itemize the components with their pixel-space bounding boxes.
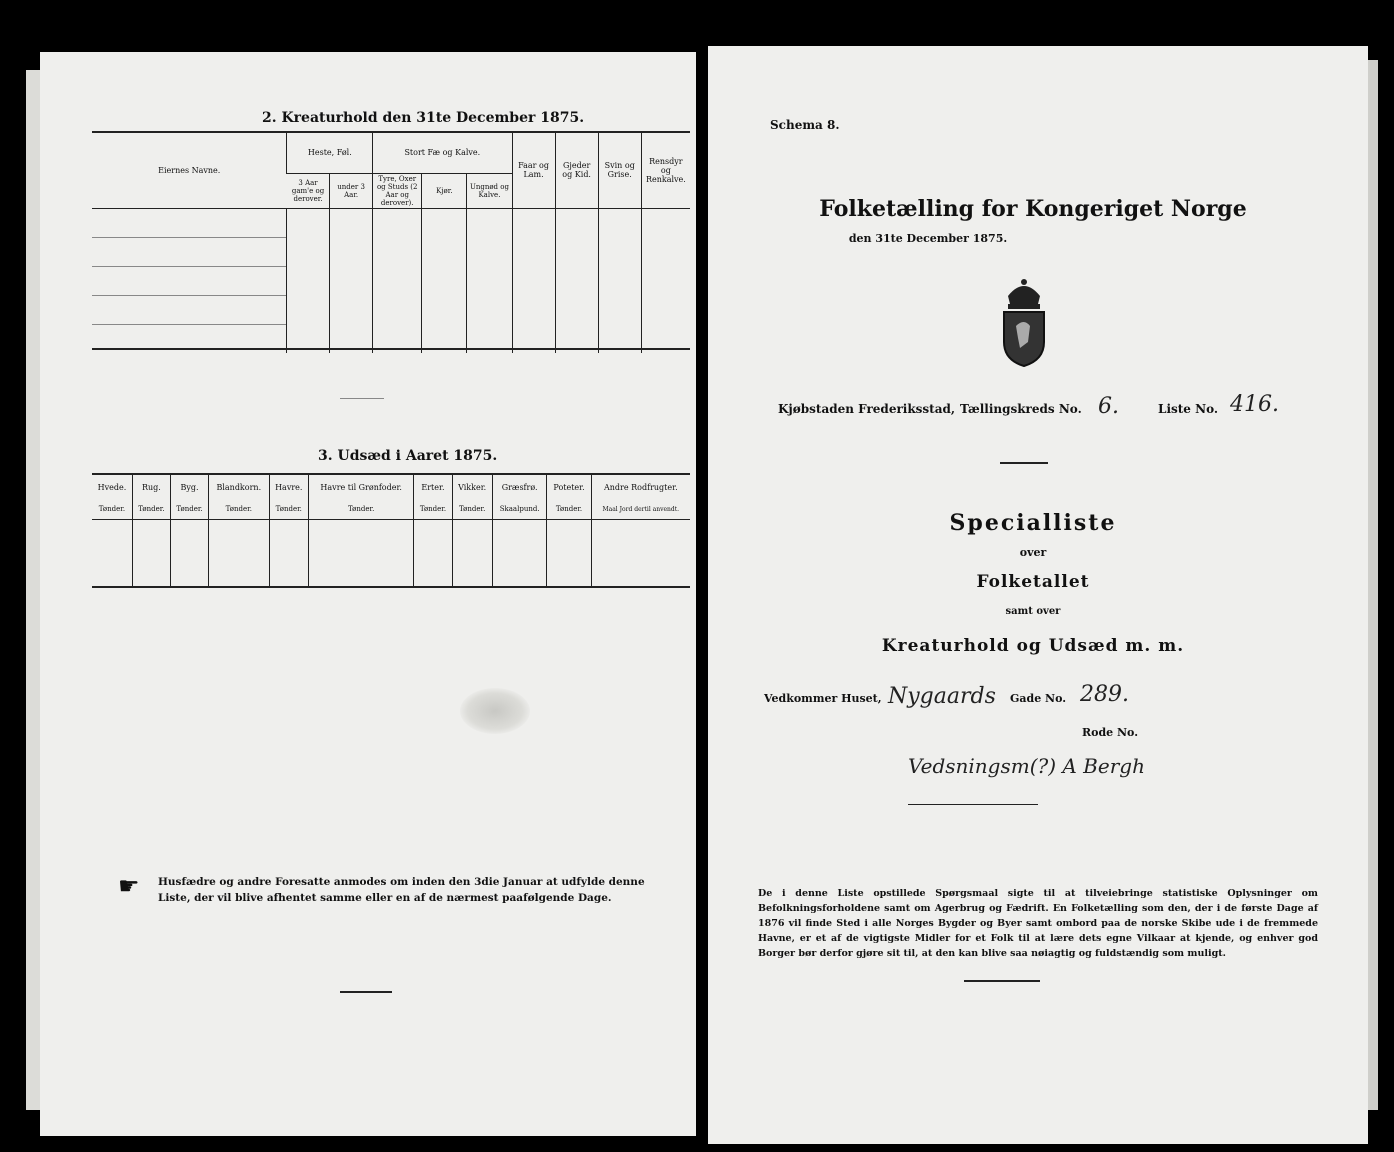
seed-col-5: Havre til Grønfoder. — [308, 475, 413, 499]
kreds-value: 6. — [1098, 394, 1119, 419]
folketallet-heading: Folketallet — [976, 572, 1090, 592]
coat-of-arms-icon — [998, 276, 1050, 368]
rensdyr-header: Rensdyr og Renkalve. — [641, 133, 690, 208]
gade-label: Gade No. — [1010, 692, 1067, 705]
seed-unit-0: Tønder. — [98, 505, 126, 514]
seed-col-2: Byg. — [170, 475, 208, 499]
owner-col-header: Eiernes Navne. — [158, 165, 221, 175]
stort-sub-1: Tyre, Oxer og Studs (2 Aar og derover). — [373, 173, 422, 208]
seed-col-7: Vikker. — [452, 475, 492, 499]
footnote-text: De i denne Liste opstillede Spørgsmaal sigte til at tilveiebringe statistiske Oplysninger om Befolkningsforholdene samt om Agerbrug og Fædrift. En Folketælling som den, der i de første Dage af 1876 vil finde Sted i alle Norges Bygder og Byer samt ombord paa de norske Skibe ude i de fremmede Havne, er et af de vigtigste Midler for et Folk til at lære dets egne Vilkaar at kjende, og enhver god Borger bør derfor gjøre sit til, at den kan blive saa nøiagtig og fuldstændig som muligt. — [758, 888, 1318, 959]
table-row — [92, 208, 690, 237]
faar-header: Faar og Lam. — [512, 133, 555, 208]
pointing-hand-icon: ☛ — [118, 872, 140, 900]
liste-value: 416. — [1230, 392, 1279, 417]
seed-unit-4: Tønder. — [269, 499, 308, 519]
ink-smudge — [460, 688, 530, 734]
seed-unit-5: Tønder. — [308, 499, 413, 519]
bottom-divider-right — [964, 980, 1040, 982]
seed-unit-3: Tønder. — [209, 499, 270, 519]
seed-unit-2: Tønder. — [170, 499, 208, 519]
stort-sub-2: Kjør. — [422, 173, 467, 208]
main-title: Folketælling for Kongeriget Norge — [819, 196, 1247, 222]
table-row — [92, 266, 690, 295]
seed-col-6: Erter. — [414, 475, 452, 499]
seed-unit-1: Tønder. — [132, 499, 170, 519]
enumerator-signature: Vedsningsm(?) A Bergh — [908, 754, 1145, 778]
kjobstad-label: Kjøbstaden Frederiksstad, — [778, 402, 956, 416]
seed-col-9: Poteter. — [547, 475, 591, 499]
schema-label: Schema 8. — [770, 118, 840, 132]
vedkommer-label: Vedkommer Huset, — [764, 692, 882, 705]
seed-unit-6: Tønder. — [414, 499, 452, 519]
liste-label: Liste No. — [1158, 402, 1219, 416]
section2-bottom-rule — [92, 348, 690, 350]
kreaturhold-heading: Kreaturhold og Udsæd m. m. — [881, 636, 1185, 656]
section3-title: 3. Udsæd i Aaret 1875. — [318, 448, 498, 464]
seed-unit-8: Skaalpund. — [492, 499, 547, 519]
seed-col-4: Havre. — [269, 475, 308, 499]
left-page — [40, 52, 696, 1136]
heste-group-header: Heste, Føl. — [287, 133, 373, 173]
stort-group-header: Stort Fæ og Kalve. — [373, 133, 512, 173]
gjeder-header: Gjeder og Kid. — [555, 133, 598, 208]
seed-col-3: Blandkorn. — [209, 475, 270, 499]
seed-unit-7: Tønder. — [452, 499, 492, 519]
signature-line — [908, 804, 1038, 805]
section2-title: 2. Kreaturhold den 31te December 1875. — [262, 110, 585, 126]
rode-label: Rode No. — [1082, 726, 1139, 739]
house-number: 289. — [1080, 682, 1129, 707]
samt-over-text: samt over — [1005, 606, 1061, 617]
svin-header: Svin og Grise. — [598, 133, 641, 208]
seed-col-1: Rug. — [132, 475, 170, 499]
seed-col-8: Græsfrø. — [492, 475, 547, 499]
small-divider — [340, 398, 384, 399]
notice-text: Husfædre og andre Foresatte anmodes om inden den 3die Januar at udfylde denne Liste, der vil blive afhentet samme eller en af de nærmest paafølgende Dage. — [158, 876, 645, 904]
heste-sub-1: 3 Aar gam'e og derover. — [291, 178, 325, 203]
seed-col-10: Andre Rodfrugter. — [591, 475, 690, 499]
seed-unit-10: Maal Jord dertil anvendt. — [591, 499, 690, 519]
street-value: Nygaards — [888, 684, 996, 709]
table-row — [92, 237, 690, 266]
kreds-label: Tællingskreds No. — [960, 402, 1082, 416]
livestock-table — [92, 133, 690, 353]
table-row — [92, 520, 690, 587]
stort-sub-3: Ungnød og Kalve. — [467, 173, 512, 208]
seed-col-0: Hvede. — [97, 482, 127, 492]
census-date: den 31te December 1875. — [848, 232, 1008, 245]
seed-unit-9: Tønder. — [547, 499, 591, 519]
heste-sub-2: under 3 Aar. — [330, 173, 373, 208]
specialliste-heading: Specialliste — [949, 510, 1117, 536]
table-row — [92, 295, 690, 324]
divider-1 — [1000, 462, 1048, 464]
bottom-divider-left — [340, 991, 392, 993]
section3-bottom-rule — [92, 586, 690, 588]
over-text-1: over — [1019, 546, 1047, 559]
seed-table — [92, 475, 690, 587]
right-page — [708, 46, 1368, 1144]
